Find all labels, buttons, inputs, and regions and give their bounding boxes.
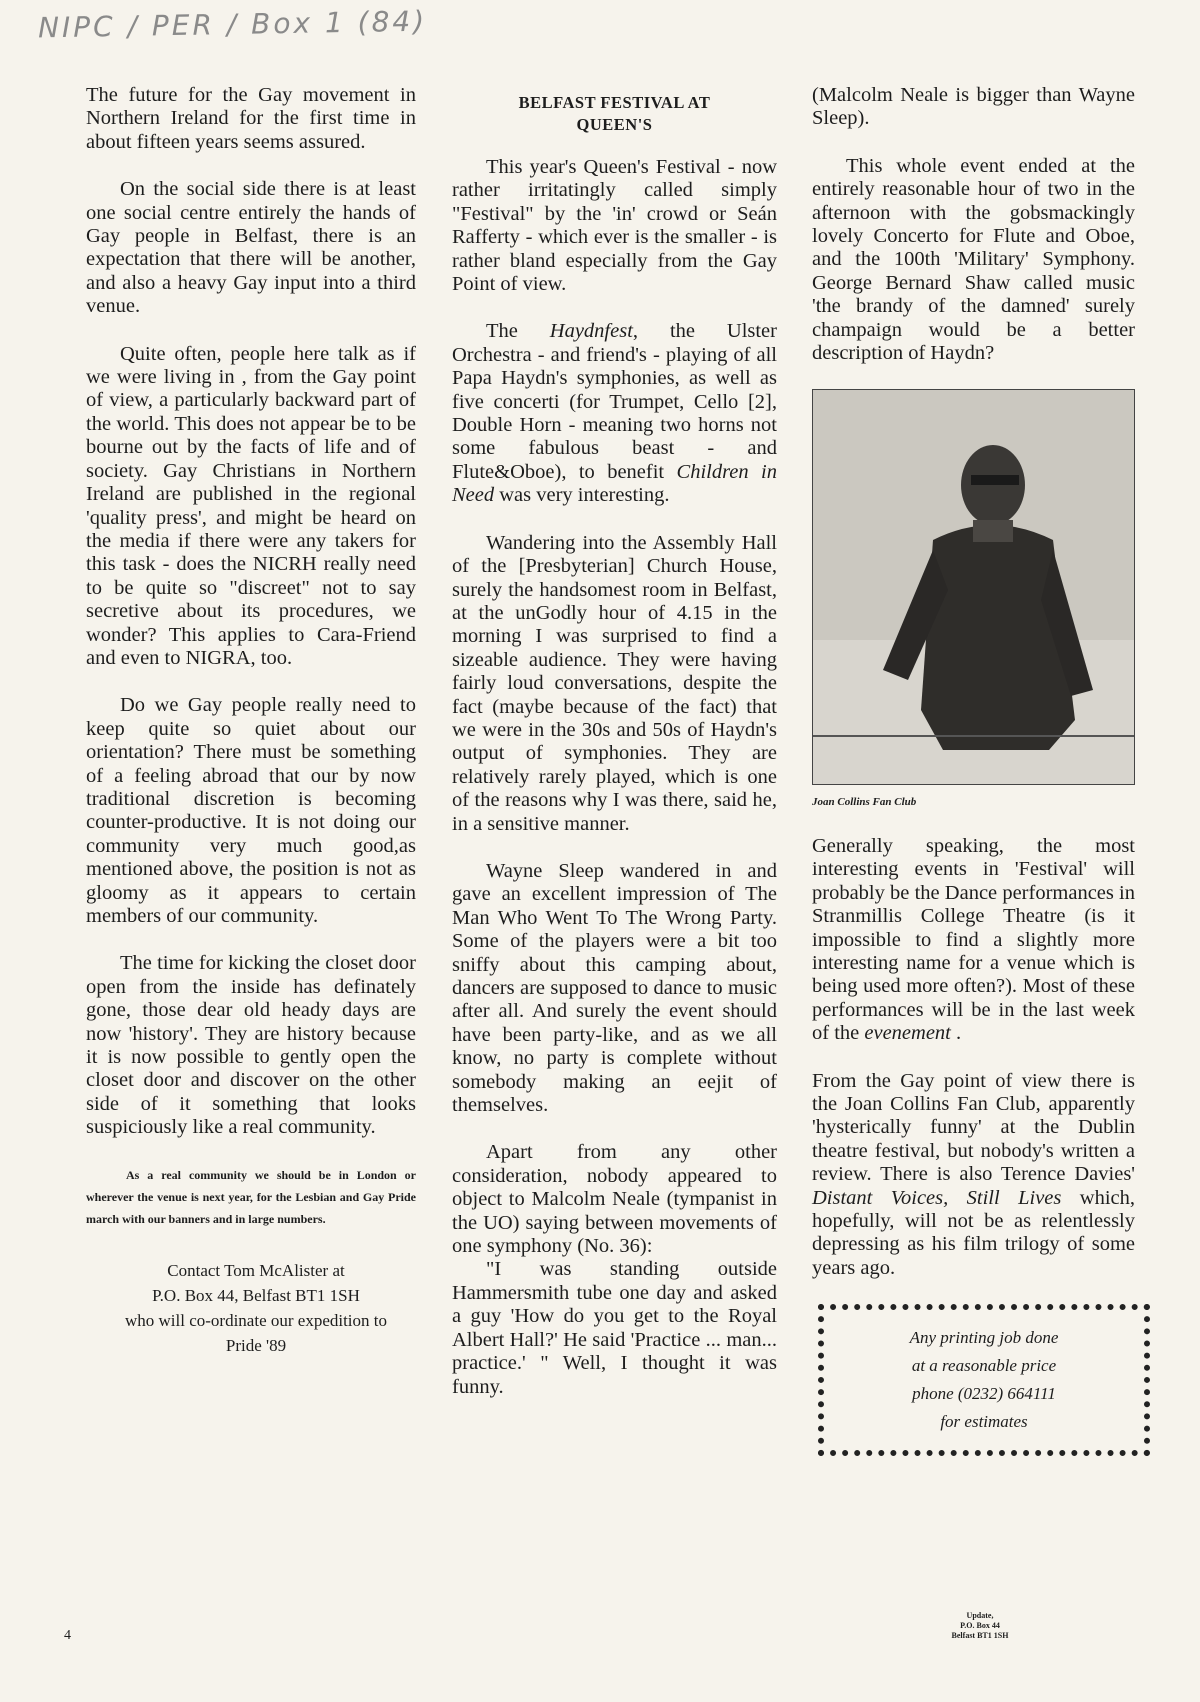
- advert-line: for estimates: [940, 1412, 1028, 1432]
- paragraph: "I was standing outside Hammersmith tube one day and asked a guy 'How do you get to the Royal Albert Hall?' He said 'Practice ... man... practice.' " Well, I thought it was funny.: [452, 1258, 777, 1398]
- article-heading: [452, 92, 777, 136]
- page-number: 4: [64, 1628, 71, 1643]
- paragraph: This whole event ended at the entirely reasonable hour of two in the afternoon with the gobsmackingly lovely Concerto for Flute and Oboe, and the 100th 'Military' Symphony. George Bernard Shaw called music 'the brandy of the damned' surely champaign would be a better description of Haydn?: [812, 154, 1135, 365]
- paragraph: The future for the Gay movement in Northern Ireland for the first time in about fifteen years seems assured.: [86, 84, 416, 153]
- address-line: P.O. Box 44: [960, 1621, 1000, 1630]
- contact-block: [96, 1258, 416, 1358]
- text-run: was very interesting.: [494, 484, 670, 507]
- archive-reference-note: NIPC / PER / Box 1 (84): [37, 4, 428, 45]
- italic-title: Haydnfest: [549, 320, 633, 343]
- text-run: .: [950, 1022, 962, 1045]
- address-line: Update,: [966, 1611, 994, 1620]
- printing-advert-box: [818, 1304, 1150, 1456]
- photo-figure: [812, 389, 1135, 814]
- article-column-2: [452, 84, 777, 1423]
- article-column-1: [86, 84, 416, 1358]
- heading-line: QUEEN'S: [576, 115, 653, 134]
- paragraph: [812, 1070, 1135, 1281]
- paragraph: Wayne Sleep wandered in and gave an excellent impression of The Man Who Went To The Wrong Party. Some of the players were a bit too sniffy about this camping about, dancers are supposed to dance to music after all. And surely the event should have been party-like, and as we all know, no party is complete without somebody making an eejit of themselves.: [452, 859, 777, 1117]
- text-run: From the Gay point of view there is the Joan Collins Fan Club, apparently 'hysterically funny' at the Dublin theatre festival, but nobody's written a review. There is also Terence Davies': [812, 1069, 1135, 1186]
- advert-line: at a reasonable price: [911, 1356, 1057, 1376]
- paragraph: Apart from any other consideration, nobody appeared to object to Malcolm Neale (tympanist in the UO) saying between movements of one symphony (No. 36):: [452, 1141, 777, 1258]
- paragraph: Quite often, people here talk as if we were living in , from the Gay point of view, a particularly backward part of the world. This does not appear be to be bourne out by the facts of life and of society. Gay Christians in Northern Ireland are published in the regional 'quality press', and might be heard on the media if there were any takers for this task - does the NICRH really need to be quite so "discreet" not to say secretive about its procedures, we wonder? This applies to Cara-Friend and even to NIGRA, too.: [86, 342, 416, 669]
- text-run: The: [486, 320, 550, 343]
- italic-title: Distant Voices, Still Lives: [812, 1186, 1062, 1209]
- paragraph: On the social side there is at least one social centre entirely the hands of Gay people in Belfast, there is an expectation that there will be another, and also a heavy Gay input into a third venue.: [86, 178, 416, 318]
- paragraph: The time for kicking the closet door open from the inside has definately gone, those dear old heady days are now 'history'. They are history because it is now possible to gently open the closet door and discover on the other side of it something that looks suspiciously like a real community.: [86, 952, 416, 1139]
- text-run: which, hopefully, will not be as relentlessly depressing as his film trilogy of some years ago.: [812, 1186, 1135, 1279]
- text-run: , the Ulster Orchestra - and friend's - playing of all Papa Haydn's symphonies, as well as five concerti (for Trumpet, Cello [2], Double Horn - meaning two horns not some fabulous beast - and Flute&Oboe), to benefit: [452, 320, 777, 483]
- italic-title: Children in Need: [452, 460, 777, 507]
- photo-joan-collins-fan-club: [812, 389, 1135, 785]
- contact-line: who will co-ordinate our expedition to: [124, 1310, 388, 1330]
- photo-illustration: [813, 390, 1134, 784]
- paragraph: [812, 835, 1135, 1046]
- article-column-3: [812, 84, 1135, 1456]
- advert-line: Any printing job done: [909, 1328, 1059, 1348]
- photo-caption: Joan Collins Fan Club: [812, 796, 917, 809]
- contact-line: Pride '89: [225, 1335, 287, 1355]
- paragraph: Wandering into the Assembly Hall of the [Presbyterian] Church House, surely the handsomest room in Belfast, at the unGodly hour of 4.15 in the morning I was surprised to find a sizeable audience. They were having fairly loud conversations, despite the fact (maybe because of the fact) that we were in the 30s and 50s of Haydn's output of symphonies. They are relatively rarely played, which is one of the reasons why I was there, said he, in a sensitive manner.: [452, 531, 777, 835]
- publisher-address: [930, 1611, 1030, 1641]
- paragraph: Do we Gay people really need to keep quite so quiet about our orientation? There must be something of a feeling abroad that our by now traditional discretion is becoming counter-productive. It is not doing our community very much good,as mentioned above, the position is not as gloomy as it appears to certain members of our community.: [86, 694, 416, 927]
- italic-word: evenement: [864, 1022, 951, 1045]
- heading-line: BELFAST FESTIVAL AT: [518, 93, 711, 112]
- contact-line: P.O. Box 44, Belfast BT1 1SH: [152, 1285, 360, 1305]
- contact-line: Contact Tom McAlister at: [167, 1260, 345, 1280]
- paragraph: This year's Queen's Festival - now rather irritatingly called simply "Festival" by the 'in' crowd or Seán Rafferty - which ever is the smaller - is rather bland especially from the Gay Point of view.: [452, 156, 777, 296]
- pride-call-note: As a real community we should be in London or wherever the venue is next year, for the Lesbian and Gay Pride march with our banners and in large numbers.: [86, 1167, 416, 1226]
- paragraph: [452, 320, 777, 507]
- text-run: Generally speaking, the most interesting events in 'Festival' will probably be the Dance performances in Stranmillis College Theatre (is it impossible to find a slightly more interesting name for a venue which is being used more often?). Most of these performances will be in the last week of the: [812, 834, 1135, 1045]
- paragraph: (Malcolm Neale is bigger than Wayne Sleep).: [812, 84, 1135, 130]
- address-line: Belfast BT1 1SH: [951, 1631, 1009, 1640]
- advert-line: phone (0232) 664111: [912, 1384, 1056, 1404]
